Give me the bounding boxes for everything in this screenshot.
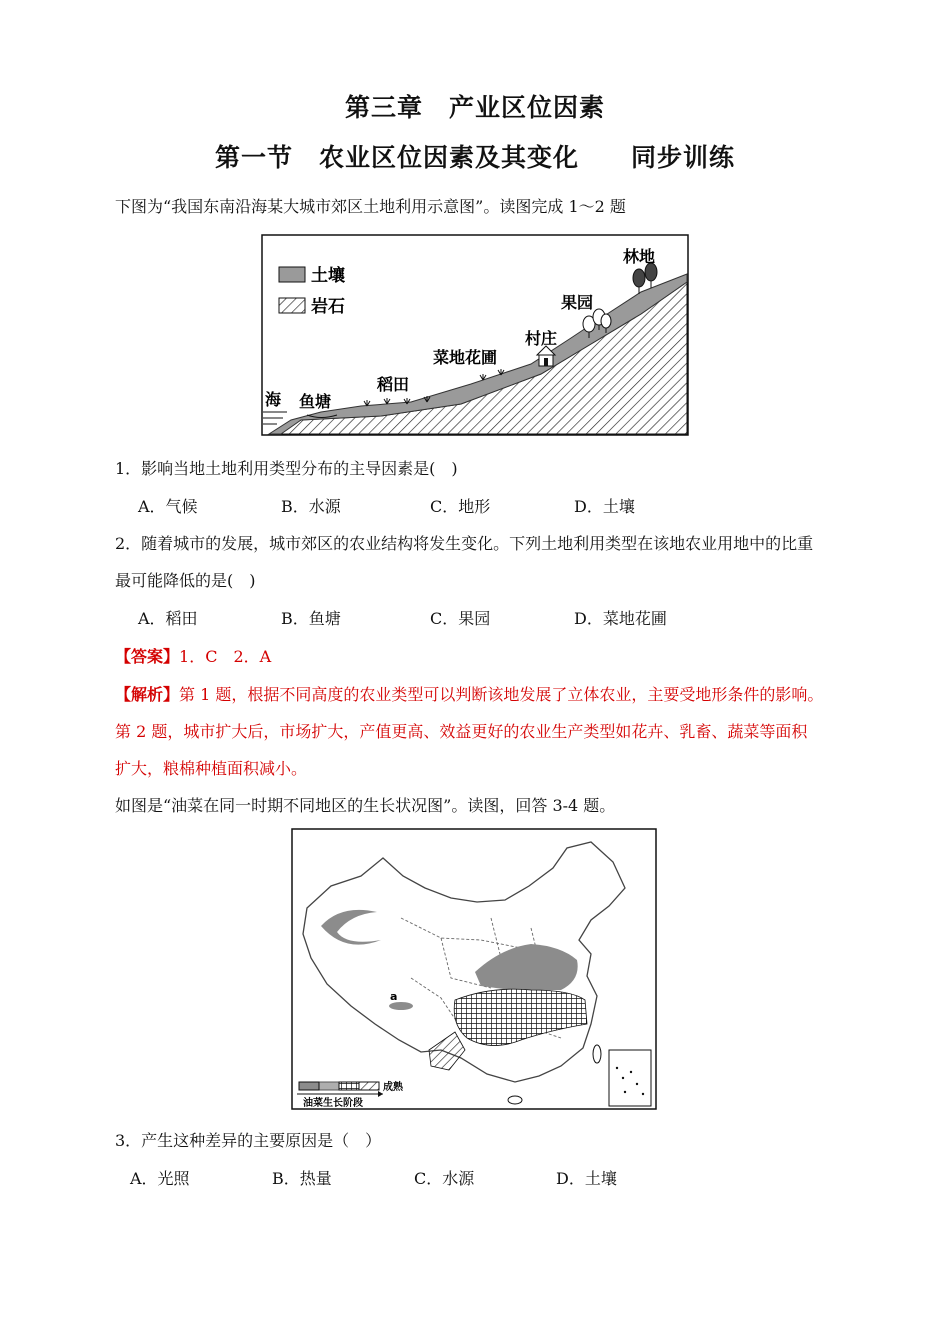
label-paddy: 稻田 [377, 375, 410, 394]
legend-soil-swatch [279, 267, 305, 282]
q2-option-d: D．菜地花圃 [574, 609, 667, 628]
analysis-text-1: 第 1 题，根据不同高度的农业类型可以判断该地发展了立体农业，主要受地形条件的影响。 [179, 685, 824, 704]
answer-text: 1．C 2．A [179, 647, 272, 666]
q2-option-c: C．果园 [430, 609, 491, 628]
rapeseed-growth-map [291, 828, 657, 1110]
q2-option-a: A．稻田 [138, 609, 198, 628]
legend-soil-label: 土壤 [311, 266, 345, 286]
question-1-stem: 1．影响当地土地利用类型分布的主导因素是( ) [115, 459, 458, 478]
q1-option-b: B．水源 [281, 497, 341, 516]
question-2-stem-line1: 2．随着城市的发展，城市郊区的农业结构将发生变化。下列土地利用类型在该地农业用地中的比重 [115, 534, 814, 553]
rapeseed-region-a [389, 1002, 413, 1010]
south-sea-inset [609, 1050, 651, 1106]
legend-mature-label: 成熟 [383, 1082, 403, 1093]
legend-rock-swatch [279, 298, 305, 313]
label-sea: 海 [265, 390, 282, 409]
legend-caption: 油菜生长阶段 [303, 1098, 363, 1109]
intro-figure2: 如图是“油菜在同一时期不同地区的生长状况图”。读图，回答 3-4 题。 [115, 796, 616, 815]
analysis-line3: 扩大，粮棉种植面积减小。 [115, 759, 308, 778]
q3-option-a: A．光照 [130, 1169, 190, 1188]
question-3-stem: 3．产生这种差异的主要原因是（ ） [115, 1131, 382, 1150]
q2-option-b: B．鱼塘 [281, 609, 341, 628]
q1-option-d: D．土壤 [574, 497, 635, 516]
q3-option-b: B．热量 [272, 1169, 332, 1188]
label-fishpond: 鱼塘 [299, 392, 332, 411]
section-title: 第一节 农业区位因素及其变化 同步训练 [214, 143, 735, 172]
q3-option-d: D．土壤 [556, 1169, 617, 1188]
label-orchard: 果园 [561, 293, 594, 312]
q1-option-c: C．地形 [430, 497, 491, 516]
q1-option-a: A．气候 [138, 497, 198, 516]
chapter-title: 第三章 产业区位因素 [344, 93, 605, 122]
label-village: 村庄 [525, 329, 558, 348]
q3-option-c: C．水源 [414, 1169, 475, 1188]
label-vegetable: 菜地花圃 [433, 348, 498, 367]
label-forest: 林地 [623, 247, 656, 266]
question-2-stem-line2: 最可能降低的是( ) [115, 571, 256, 590]
analysis-tag: 【解析】 [115, 685, 180, 704]
answer-line [115, 644, 271, 667]
land-use-diagram [261, 234, 689, 436]
analysis-line1 [115, 682, 823, 705]
label-a: a [390, 990, 398, 1003]
analysis-line2: 第 2 题，城市扩大后，市场扩大，产值更高、效益更好的农业生产类型如花卉、乳畜、蔬菜等面积 [115, 722, 808, 741]
answer-tag: 【答案】 [115, 647, 180, 666]
legend-rock-label: 岩石 [311, 297, 345, 317]
intro-figure1: 下图为“我国东南沿海某大城市郊区土地利用示意图”。读图完成 1～2 题 [115, 197, 626, 216]
